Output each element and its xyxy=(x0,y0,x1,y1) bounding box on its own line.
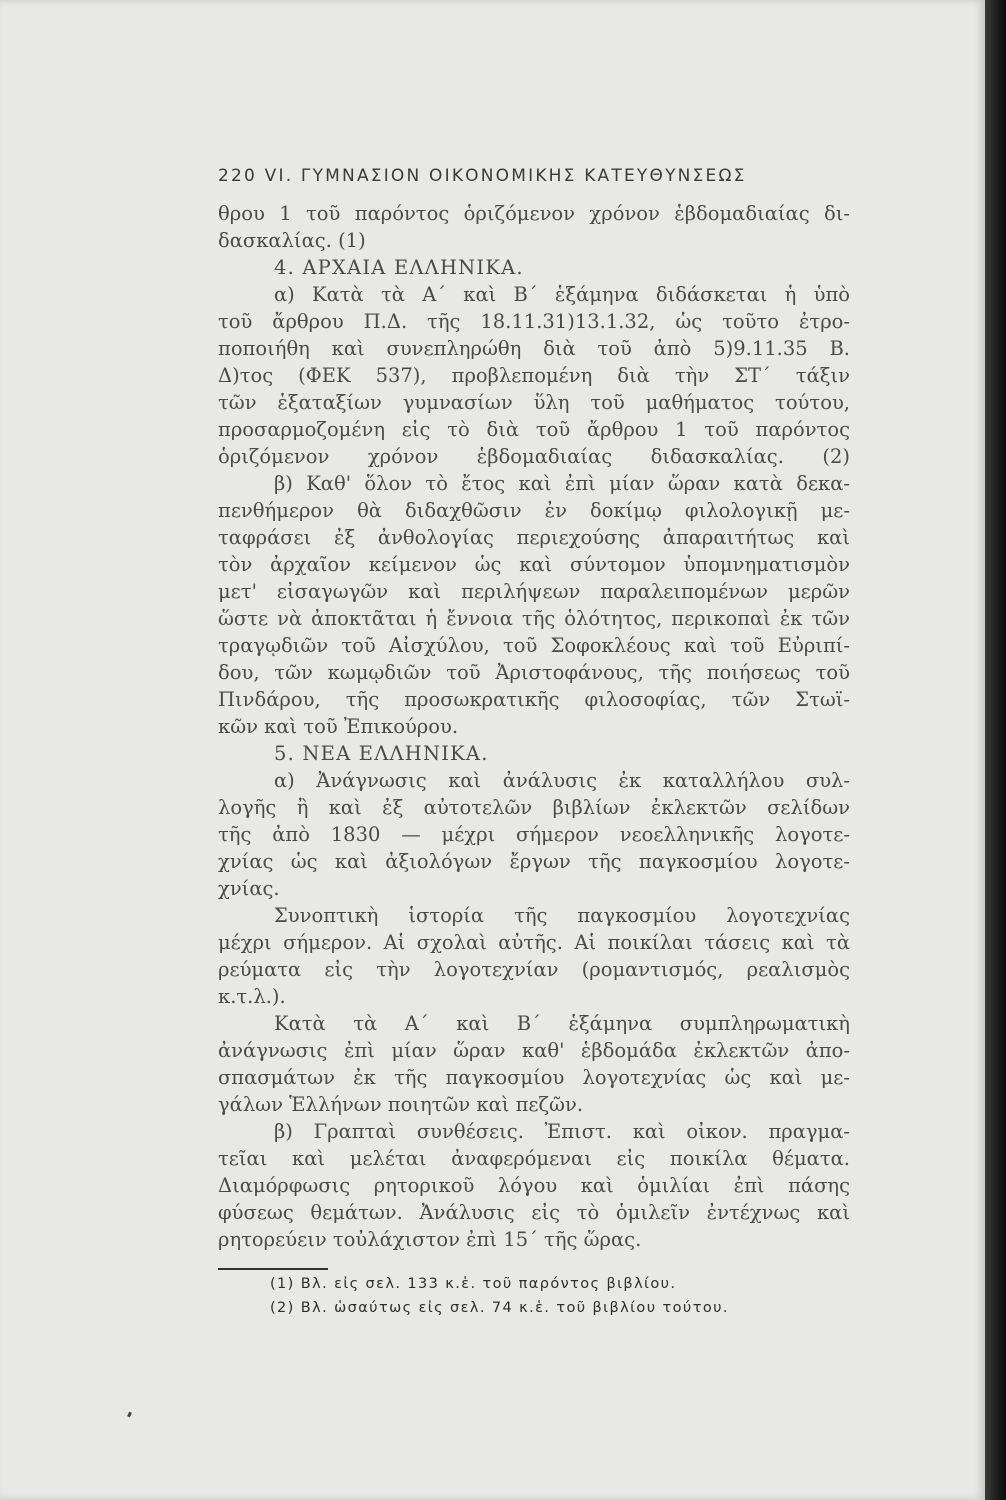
text-line: θρου 1 τοῦ παρόντος ὁριζόμενον χρόνον ἑβδομαδιαίας δι- xyxy=(218,202,850,225)
text-line: β) Καθ' ὅλον τὸ ἔτος καὶ ἐπὶ μίαν ὥραν κατὰ δεκα- xyxy=(274,472,850,495)
text-line: σπασμάτων ἐκ τῆς παγκοσμίου λογοτεχνίας ὡς καὶ με- xyxy=(218,1066,850,1089)
text-line: κῶν καὶ τοῦ Ἐπικούρου. xyxy=(218,715,459,738)
text-line: Διαμόρφωσις ρητορικοῦ λόγου καὶ ὁμιλίαι ἐπὶ πάσης xyxy=(218,1174,850,1197)
text-line: τὸν ἀρχαῖον κείμενον ὡς καὶ σύντομον ὑπομνηματισμὸν xyxy=(218,553,850,576)
text-line: κ.τ.λ.). xyxy=(218,985,286,1008)
text-line: α) Κατὰ τὰ Α΄ καὶ Β΄ ἑξάμηνα διδάσκεται ἡ ὑπὸ xyxy=(274,283,850,306)
text-line: ὁριζόμενον χρόνον ἑβδομαδιαίας διδασκαλίας. (2) xyxy=(218,445,850,468)
footnotes xyxy=(270,1272,870,1320)
section-heading-modern-greek: 5. ΝΕΑ ΕΛΛΗΝΙΚΑ. xyxy=(274,742,489,765)
footnote-2: (2) Βλ. ὡσαύτως εἰς σελ. 74 κ.ἑ. τοῦ βιβλίου τούτου. xyxy=(270,1300,729,1316)
text-line: ρητορεύειν τοὐλάχιστον ἐπὶ 15΄ τῆς ὥρας. xyxy=(218,1228,642,1251)
text-line: λογῆς ἢ καὶ ἐξ αὐτοτελῶν βιβλίων ἐκλεκτῶν σελίδων xyxy=(218,796,850,819)
page-edge-shadow xyxy=(985,0,1006,1500)
text-line: μέχρι σήμερον. Αἱ σχολαὶ αὐτῆς. Αἱ ποικίλαι τάσεις καὶ τὰ xyxy=(218,931,850,954)
text-line: τῆς ἀπὸ 1830 — μέχρι σήμερον νεοελληνικῆς λογοτε- xyxy=(218,823,850,846)
text-line: χνίας ὡς καὶ ἀξιολόγων ἔργων τῆς παγκοσμίου λογοτε- xyxy=(218,850,850,873)
text-line: Πινδάρου, τῆς προσωκρατικῆς φιλοσοφίας, τῶν Στωϊ- xyxy=(218,688,850,711)
text-line: ἀνάγνωσις ἐπὶ μίαν ὥραν καθ' ἑβδομάδα ἐκλεκτῶν ἀπο- xyxy=(218,1039,850,1062)
text-line: Συνοπτικὴ ἱστορία τῆς παγκοσμίου λογοτεχνίας xyxy=(274,904,850,927)
text-line: τραγῳδιῶν τοῦ Αἰσχύλου, τοῦ Σοφοκλέους καὶ τοῦ Εὐριπί- xyxy=(218,634,850,657)
text-line: ρεύματα εἰς τὴν λογοτεχνίαν (ρομαντισμός, ρεαλισμὸς xyxy=(218,958,850,981)
text-line: μετ' εἰσαγωγῶν καὶ περιλήψεων παραλειπομένων μερῶν xyxy=(218,580,850,603)
text-line: ὥστε νὰ ἀποκτᾶται ἡ ἔννοια τῆς ὁλότητος, περικοπαὶ ἐκ τῶν xyxy=(218,607,850,630)
running-header: 220 VI. ΓΥΜΝΑΣΙΟΝ ΟΙΚΟΝΟΜΙΚΗΣ ΚΑΤΕΥΘΥΝΣΕΩΣ xyxy=(218,166,747,186)
footnote-divider xyxy=(218,1268,328,1270)
text-line: Κατὰ τὰ Α΄ καὶ Β΄ ἑξάμηνα συμπληρωματικὴ xyxy=(274,1012,850,1035)
body-text xyxy=(218,200,850,1253)
text-line: δου, τῶν κωμῳδιῶν τοῦ Ἀριστοφάνους, τῆς ποιήσεως τοῦ xyxy=(218,661,850,684)
footnote-1: (1) Βλ. εἰς σελ. 133 κ.ἑ. τοῦ παρόντος βιβλίου. xyxy=(270,1276,677,1292)
text-line: α) Ἀνάγνωσις καὶ ἀνάλυσις ἐκ καταλλήλου συλ- xyxy=(274,769,850,792)
text-line: ποποιήθη καὶ συνεπληρώθη διὰ τοῦ ἀπὸ 5)9.11.35 Β. xyxy=(218,337,850,360)
text-line: φύσεως θεμάτων. Ἀνάλυσις εἰς τὸ ὁμιλεῖν ἐντέχνως καὶ xyxy=(218,1201,850,1224)
text-line: τῶν ἑξαταξίων γυμνασίων ὕλη τοῦ μαθήματος τούτου, xyxy=(218,391,850,414)
text-line: γάλων Ἑλλήνων ποιητῶν καὶ πεζῶν. xyxy=(218,1093,584,1116)
text-line: β) Γραπταὶ συνθέσεις. Ἐπιστ. καὶ οἰκον. πραγμα- xyxy=(274,1120,850,1143)
text-line: προσαρμοζομένη εἰς τὸ διὰ τοῦ ἄρθρου 1 τοῦ παρόντος xyxy=(218,418,850,441)
text-line: δασκαλίας. (1) xyxy=(218,229,366,252)
text-line: χνίας. xyxy=(218,877,280,900)
text-line: τοῦ ἄρθρου Π.Δ. τῆς 18.11.31)13.1.32, ὡς τοῦτο ἐτρο- xyxy=(218,310,850,333)
text-line: πενθήμερον θὰ διδαχθῶσιν ἐν δοκίμῳ φιλολογικῇ με- xyxy=(218,499,850,522)
text-line: τεῖαι καὶ μελέται ἀναφερόμεναι εἰς ποικίλα θέματα. xyxy=(218,1147,850,1170)
section-heading-ancient-greek: 4. ΑΡΧΑΙΑ ΕΛΛΗΝΙΚΑ. xyxy=(274,256,524,279)
text-line: Δ)τος (ΦΕΚ 537), προβλεπομένη διὰ τὴν ΣΤ΄ τάξιν xyxy=(218,364,850,387)
text-line: ταφράσει ἐξ ἀνθολογίας περιεχούσης ἀπαραιτήτως καὶ xyxy=(218,526,850,549)
paper-speck xyxy=(127,1412,132,1418)
